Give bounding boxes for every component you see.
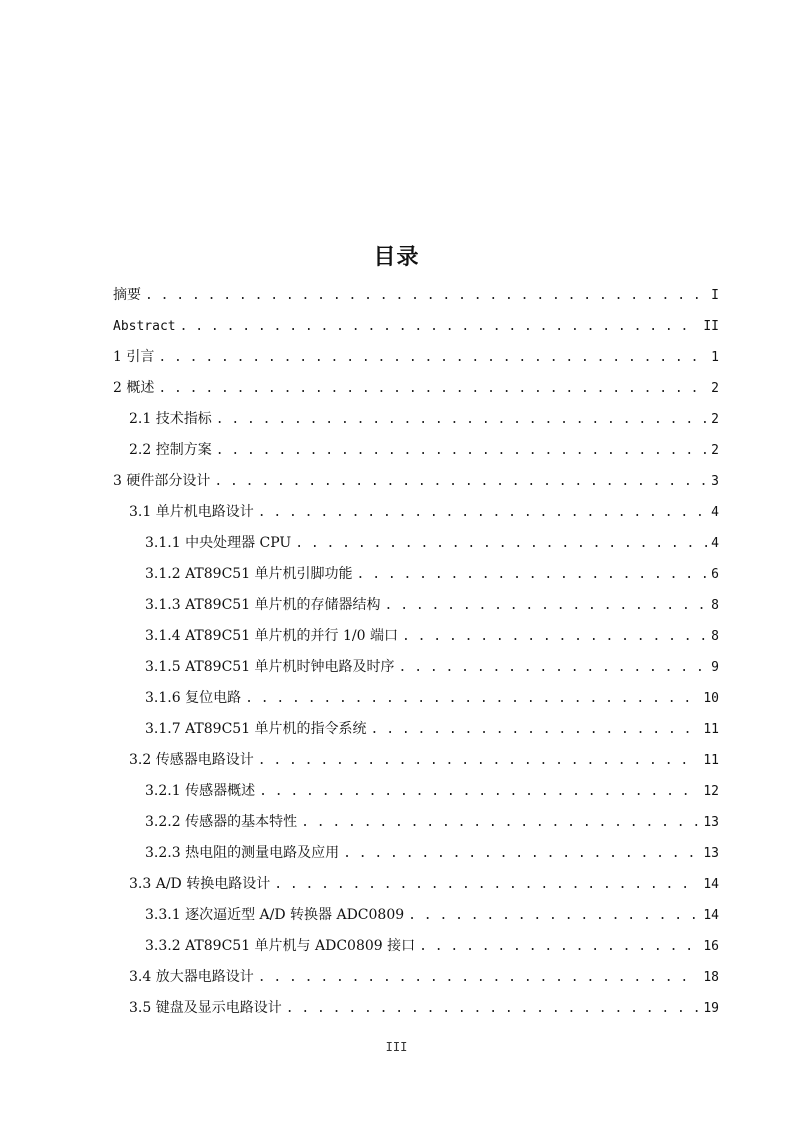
toc-entry[interactable] [113,342,719,373]
toc-entry-label: 摘要 [113,287,141,303]
toc-entry[interactable] [113,466,719,497]
toc-leader-dots [245,683,699,714]
toc-entry-label: 3 硬件部分设计 [113,473,211,489]
toc-leader-dots [399,652,708,683]
toc-entry[interactable] [113,745,719,776]
toc-leader-dots [295,528,707,559]
toc-entry-label: 3.3 A/D 转换电路设计 [129,876,271,892]
toc-leader-dots [158,373,707,404]
toc-entry-label: 3.2.1 传感器概述 [145,783,256,799]
toc-entry[interactable] [113,528,719,559]
toc-leader-dots [180,311,700,342]
toc-entry-page: 13 [703,815,719,830]
toc-entry[interactable] [113,683,719,714]
toc-entry-label: 3.1.5 AT89C51 单片机时钟电路及时序 [145,659,395,675]
toc-leader-dots [301,807,699,838]
toc-entry-label: 3.1.7 AT89C51 单片机的指令系统 [145,721,367,737]
toc-entry-page: 4 [711,536,719,551]
toc-entry[interactable] [113,962,719,993]
toc-entry-page: 9 [711,660,719,675]
toc-entry-label: 2.2 控制方案 [129,442,212,458]
toc-leader-dots [258,745,700,776]
toc-entry-label: 2 概述 [113,380,155,396]
toc-entry-page: 8 [711,629,719,644]
toc-entry[interactable] [113,993,719,1024]
toc-leader-dots [216,404,707,435]
toc-entry-label: 3.1.4 AT89C51 单片机的并行 1/0 端口 [145,628,398,644]
toc-entry-page: 12 [703,784,719,799]
toc-entry[interactable] [113,869,719,900]
toc-entry-label: 3.1.3 AT89C51 单片机的存储器结构 [145,597,381,613]
toc-entry-label: 3.1.6 复位电路 [145,690,242,706]
toc-entry-label: 3.5 键盘及显示电路设计 [129,1000,282,1016]
toc-entry-page: II [703,319,719,334]
toc-entry-page: 11 [703,722,719,737]
toc-entry-label: 3.2.2 传感器的基本特性 [145,814,298,830]
toc-entry-page: 18 [703,970,719,985]
page-number: III [385,1040,408,1054]
toc-entry[interactable] [113,280,719,311]
toc-leader-dots [385,590,708,621]
toc-leader-dots [286,993,700,1024]
toc-leader-dots [158,342,707,373]
table-of-contents [113,280,719,1024]
toc-entry-label: 3.1 单片机电路设计 [129,504,254,520]
toc-entry-page: 1 [711,350,719,365]
toc-leader-dots [216,435,707,466]
toc-entry-page: 2 [711,381,719,396]
toc-entry-page: 11 [703,753,719,768]
toc-entry-page: 14 [703,877,719,892]
toc-entry-page: I [711,288,719,303]
page-title: 目录 [373,245,420,270]
toc-leader-dots [274,869,699,900]
toc-entry-page: 4 [711,505,719,520]
toc-entry[interactable] [113,776,719,807]
toc-entry-label: 3.2.3 热电阻的测量电路及应用 [145,845,340,861]
toc-entry[interactable] [113,590,719,621]
toc-entry[interactable] [113,931,719,962]
toc-entry-page: 14 [703,908,719,923]
toc-leader-dots [214,466,707,497]
toc-entry-page: 2 [711,443,719,458]
toc-entry-label: 1 引言 [113,349,155,365]
toc-leader-dots [357,559,708,590]
toc-entry-label: 3.1.2 AT89C51 单片机引脚功能 [145,566,353,582]
toc-entry[interactable] [113,838,719,869]
toc-leader-dots [343,838,699,869]
toc-entry-page: 3 [711,474,719,489]
toc-leader-dots [145,280,707,311]
toc-leader-dots [419,931,699,962]
toc-entry[interactable] [113,652,719,683]
toc-leader-dots [402,621,707,652]
toc-entry-label: Abstract [113,319,176,334]
toc-entry-page: 10 [703,691,719,706]
toc-leader-dots [371,714,700,745]
toc-entry[interactable] [113,559,719,590]
toc-entry[interactable] [113,435,719,466]
toc-entry-page: 19 [703,1001,719,1016]
toc-leader-dots [408,900,699,931]
toc-entry[interactable] [113,900,719,931]
toc-entry-page: 2 [711,412,719,427]
toc-entry-label: 3.3.2 AT89C51 单片机与 ADC0809 接口 [145,938,416,954]
toc-leader-dots [259,776,699,807]
toc-entry-label: 3.4 放大器电路设计 [129,969,254,985]
toc-entry[interactable] [113,621,719,652]
toc-entry-page: 16 [703,939,719,954]
toc-entry-label: 3.3.1 逐次逼近型 A/D 转换器 ADC0809 [145,907,405,923]
toc-entry-label: 3.1.1 中央处理器 CPU [145,535,292,551]
toc-entry-page: 13 [703,846,719,861]
toc-leader-dots [258,962,700,993]
toc-entry-label: 3.2 传感器电路设计 [129,752,254,768]
toc-entry[interactable] [113,404,719,435]
toc-entry-page: 6 [711,567,719,582]
toc-entry[interactable] [113,373,719,404]
toc-leader-dots [258,497,707,528]
toc-entry[interactable] [113,714,719,745]
toc-entry[interactable] [113,311,719,342]
toc-entry-label: 2.1 技术指标 [129,411,212,427]
toc-entry[interactable] [113,807,719,838]
toc-entry[interactable] [113,497,719,528]
toc-entry-page: 8 [711,598,719,613]
